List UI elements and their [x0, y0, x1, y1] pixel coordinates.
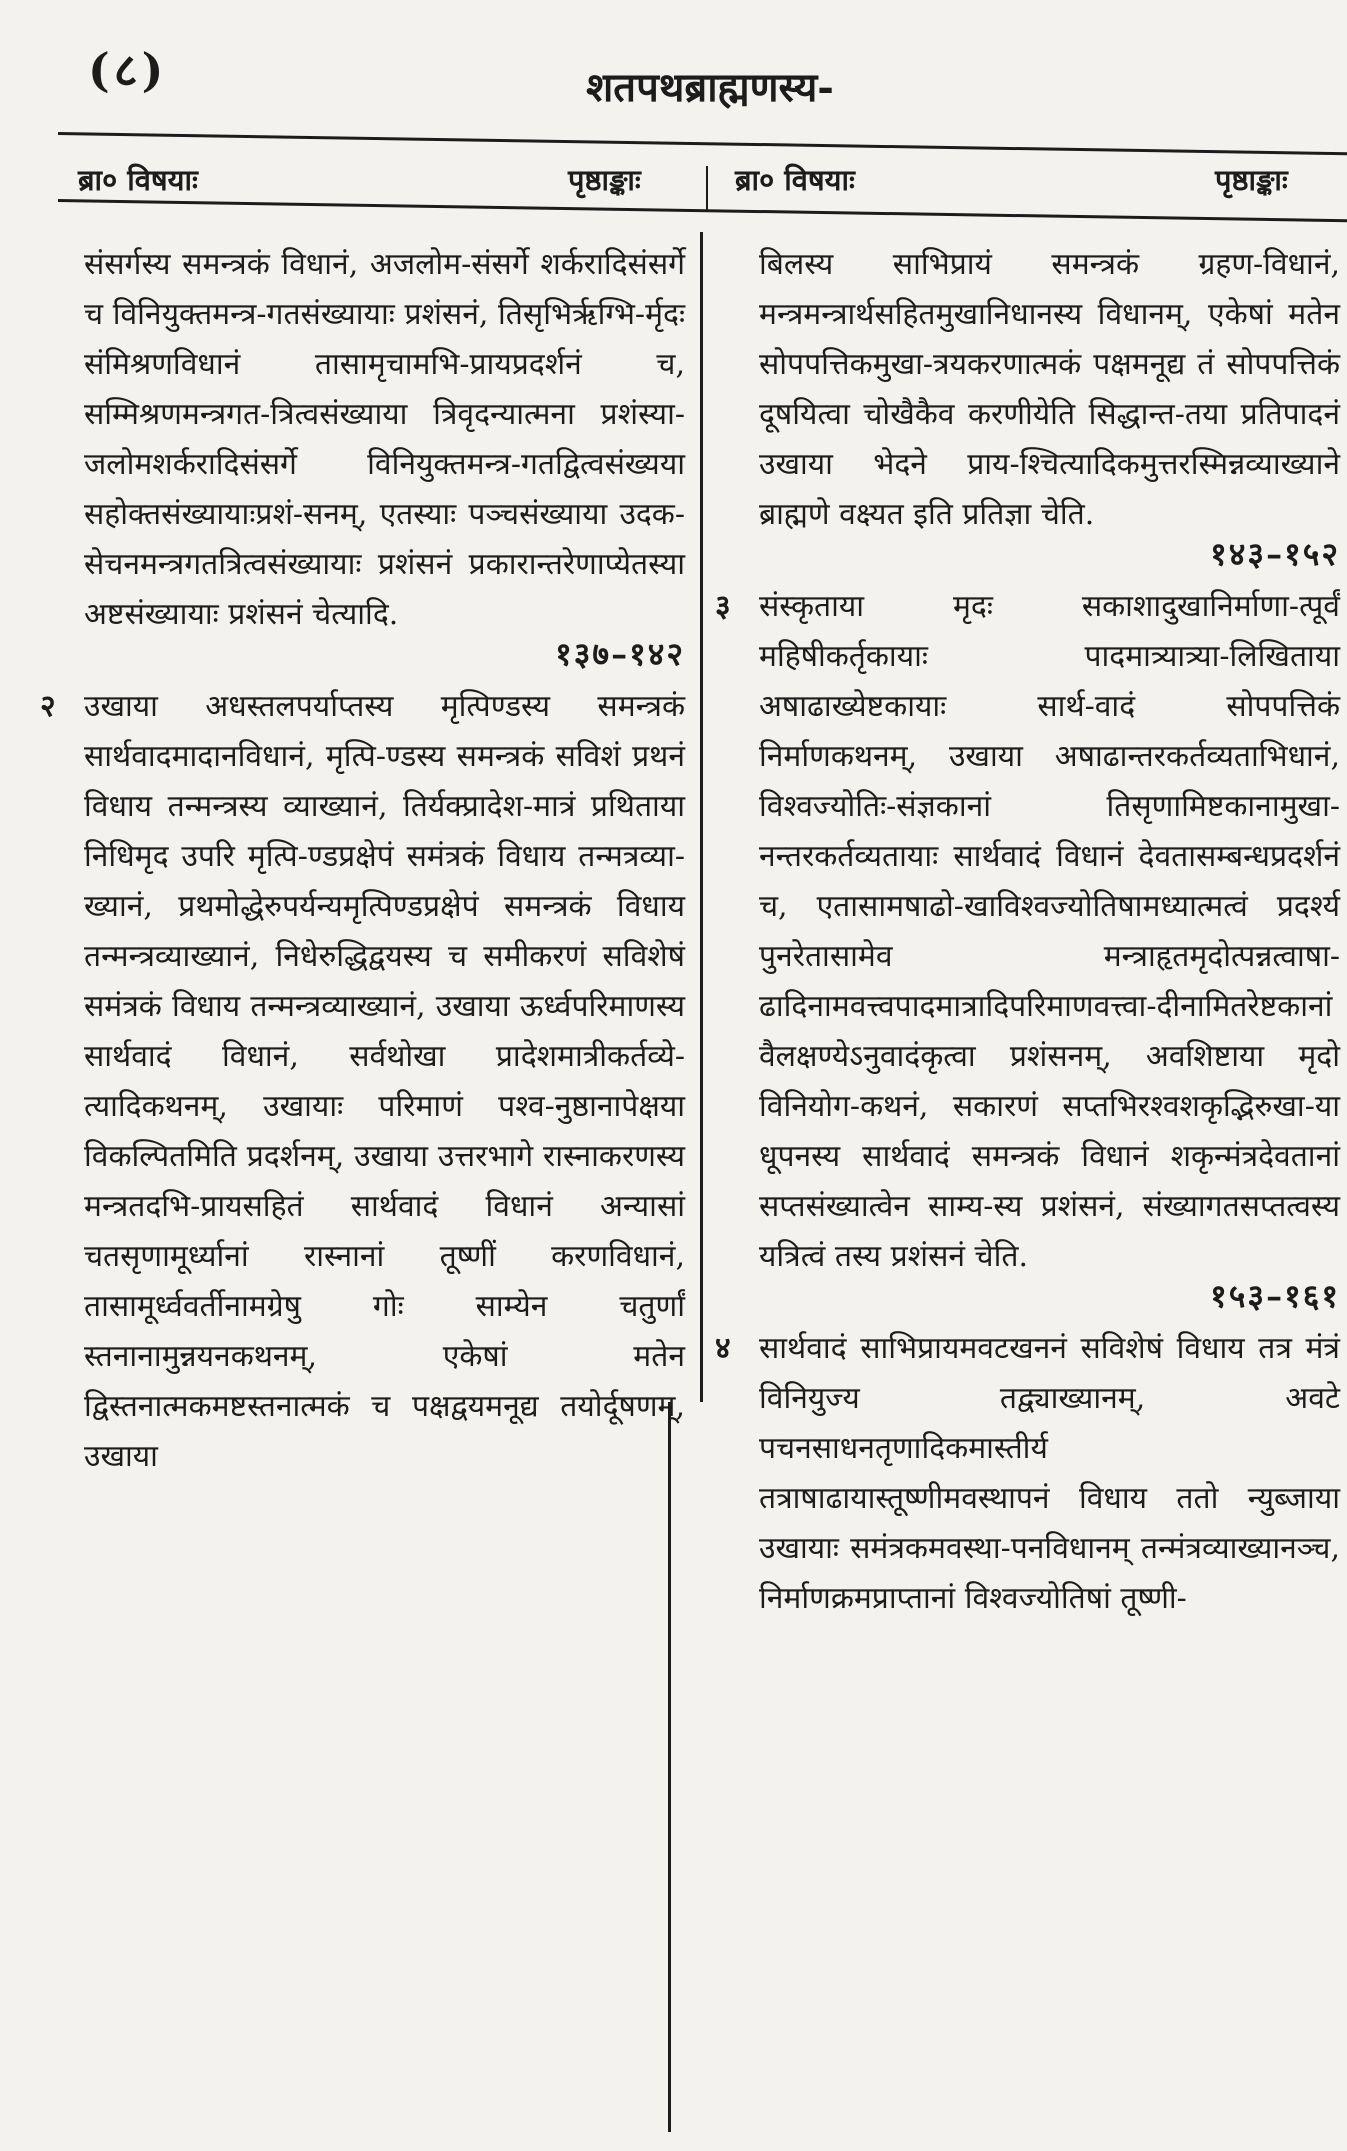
header-rule-top: [58, 132, 1347, 155]
entry-page-range: १४३–१५२: [1210, 535, 1340, 573]
entry-text: संसर्गस्य समन्त्रकं विधानं, अजलोम-संसर्गे शर्करादिसंसर्गे च विनियुक्तमन्त्र-गतसंख्यायाः प्रशंसनं, तिसृभिर्ऋग्भि-र्मृदः संमिश्रणविधानं तासामृचामभि-प्रायप्रदर्शनं च, सम्मिश्रणमन्त्रगत-त्रित्वसंख्याया त्रिवृदन्यात्मना प्रशंस्या-जलोमशर्करादिसंसर्गे विनियुक्तमन्त्र-गतद्वित्वसंख्यया सहोक्तसंख्यायाःप्रशं-सनम्, एतस्याः पञ्चसंख्याया उदक-सेचनमन्त्रगतत्रित्वसंख्यायाः प्रशंसनं प्रकारान्तरेणाप्येतस्या अष्टसंख्यायाः प्रशंसनं चेत्यादि.: [84, 247, 685, 632]
index-entry: [715, 1324, 1340, 1624]
index-entry: [715, 582, 1340, 1316]
right-brahmana-label: ब्रा० विषयाः: [735, 163, 855, 197]
entry-page-range: १५३–१६१: [1210, 1277, 1340, 1315]
column-divider-lower: [668, 1402, 671, 2132]
right-pages-label: पृष्ठाङ्काः: [1215, 163, 1288, 197]
left-column: [40, 240, 685, 1482]
header-rule-bottom: [58, 199, 1347, 222]
right-column: [715, 240, 1340, 1624]
entry-text: संस्कृताया मृदः सकाशादुखानिर्माणा-त्पूर्वं महिषीकर्तृकायाः पादमात्र्यात्र्या-लिखिताया अषाढाख्येष्टकायाः सार्थ-वादं सोपपत्तिकं निर्माणकथनम्, उखाया अषाढान्तरकर्तव्यताभिधानं, विश्वज्योतिः-संज्ञकानां तिसृणामिष्टकानामुखा-नन्तरकर्तव्यतायाः सार्थवादं विधानं देवतासम्बन्धप्रदर्शनं च, एतासामषाढो-खाविश्वज्योतिषामध्यात्मत्वं प्रदर्श्य पुनरेतासामेव मन्त्राहृतमृदोत्पन्नत्वाषा-ढादिनामवत्त्वपादमात्रादिपरिमाणवत्त्वा-दीनामितरेष्टकानां वैलक्षण्येऽनुवादंकृत्वा प्रशंसनम्, अवशिष्टाया मृदो विनियोग-कथनं, सकारणं सप्तभिरश्वशकृद्भिरुखा-या धूपनस्य सार्थवादं समन्त्रकं विधानं शकृन्मंत्रदेवतानां सप्तसंख्यात्वेन साम्य-स्य प्रशंसनं, संख्यागतसप्तत्वस्य यत्रित्वं तस्य प्रशंसनं चेति.: [759, 589, 1340, 1274]
page-number: (८): [88, 43, 168, 97]
left-pages-label: पृष्ठाङ्काः: [568, 163, 641, 197]
entry-number: २: [40, 689, 56, 724]
index-entry: [40, 682, 685, 1482]
running-head: शतपथब्राह्मणस्य-: [586, 64, 834, 111]
entry-text: बिलस्य साभिप्रायं समन्त्रकं ग्रहण-विधानं, मन्त्रमन्त्रार्थसहितमुखानिधानस्य विधानम्, एकेषां मतेन सोपपत्तिकमुखा-त्रयकरणात्मकं पक्षमनूद्य तं सोपपत्तिकं दूषयित्वा चोखैकैव करणीयेति सिद्धान्त-तया प्रतिपादनं उखाया भेदने प्राय-श्चित्यादिकमुत्तरस्मिन्नव्याख्याने ब्राह्मणे वक्ष्यत इति प्रतिज्ञा चेति.: [759, 247, 1340, 532]
entry-number: ४: [715, 1331, 731, 1366]
index-entry: [715, 240, 1340, 574]
left-brahmana-label: ब्रा० विषयाः: [78, 163, 198, 197]
entry-text: सार्थवादं साभिप्रायमवटखननं सविशेषं विधाय तत्र मंत्रं विनियुज्य तद्व्याख्यानम्, अवटे पचनसाधनतृणादिकमास्तीर्य तत्राषाढायास्तूष्णीमवस्थापनं विधाय ततो न्युब्जाया उखायाः समंत्रकमवस्था-पनविधानम् तन्मंत्रव्याख्यानञ्च, निर्माणक्रमप्राप्तानां विश्वज्योतिषां तूष्णी-: [759, 1331, 1340, 1616]
header-column-divider: [706, 166, 708, 210]
entry-text: उखाया अधस्तलपर्याप्तस्य मृत्पिण्डस्य समन्त्रकं सार्थवादमादानविधानं, मृत्पि-ण्डस्य समन्त्रकं सविशं प्रथनं विधाय तन्मन्त्रस्य व्याख्यानं, तिर्यक्प्रादेश-मात्रं प्रथिताया निधिमृद उपरि मृत्पि-ण्डप्रक्षेपं समंत्रकं विधाय तन्मत्रव्या-ख्यानं, प्रथमोद्धेरुपर्यन्यमृत्पिण्डप्रक्षेपं समन्त्रकं विधाय तन्मन्त्रव्याख्यानं, निधेरुद्धिद्वयस्य च समीकरणं सविशेषं समंत्रकं विधाय तन्मन्त्रव्याख्यानं, उखाया ऊर्ध्वपरिमाणस्य सार्थवादं विधानं, सर्वथोखा प्रादेशमात्रीकर्तव्ये-त्यादिकथनम्, उखायाः परिमाणं पश्व-नुष्ठानापेक्षया विकल्पितमिति प्रदर्शनम्, उखाया उत्तरभागे रास्नाकरणस्य मन्त्रतदभि-प्रायसहितं सार्थवादं विधानं अन्यासां चतसृणामूर्ध्यानां रास्नानां तूष्णीं करणविधानं, तासामूर्ध्ववर्तीनामग्रेषु गोः साम्येन चतुर्णां स्तनानामुन्नयनकथनम्, एकेषां मतेन द्विस्तनात्मकमष्टस्तनात्मकं च पक्षद्वयमनूद्य तयोर्दूषणम्, उखाया: [84, 689, 685, 1474]
entry-page-range: १३७–१४२: [555, 635, 685, 673]
column-divider-upper: [700, 232, 703, 1402]
entry-number: ३: [715, 589, 731, 624]
index-entry: [40, 240, 685, 674]
